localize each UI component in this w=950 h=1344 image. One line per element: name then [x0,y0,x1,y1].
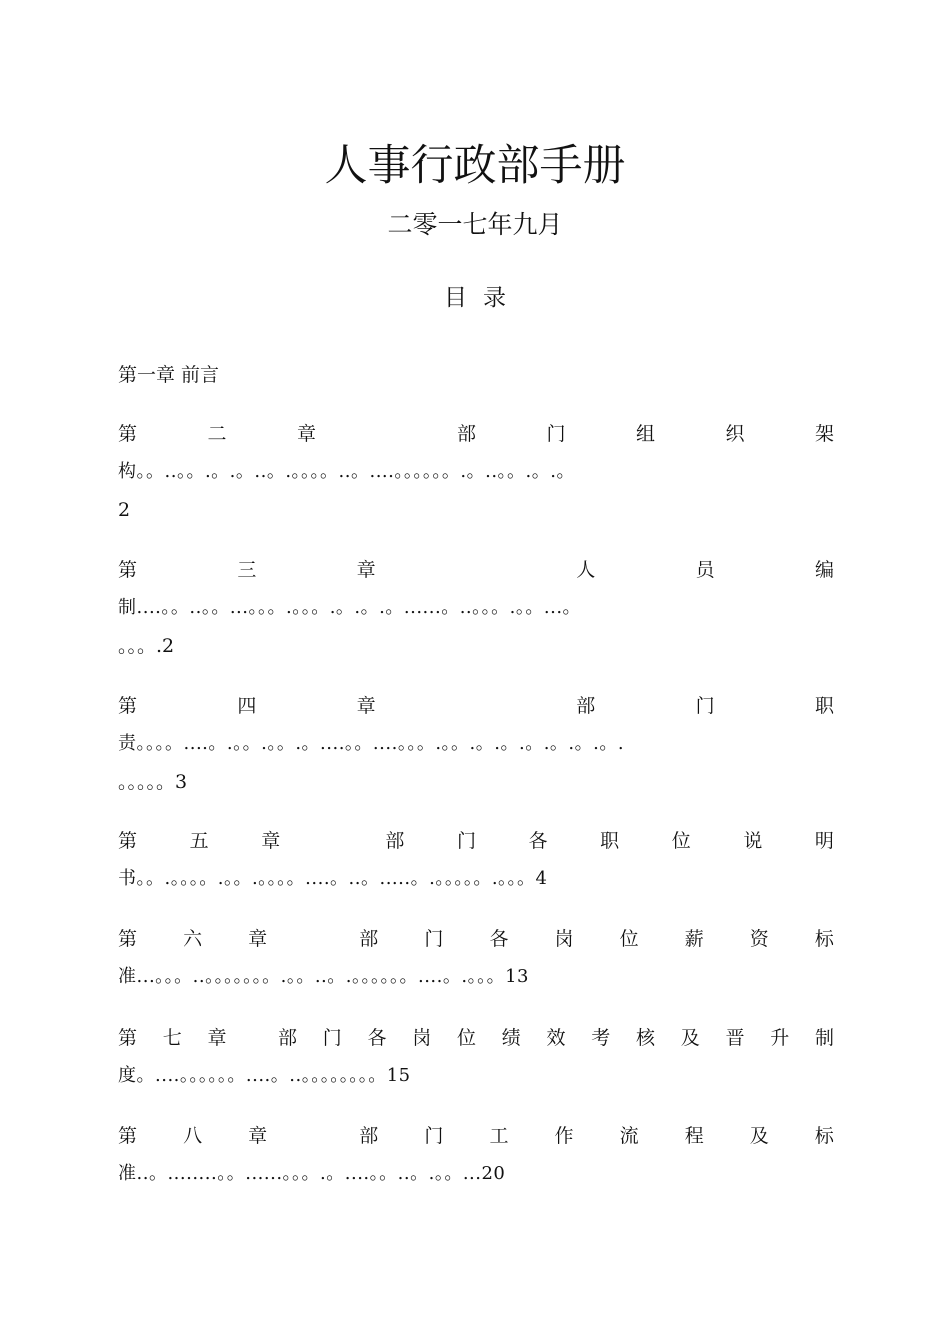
toc-char: 制 [814,1027,834,1049]
toc-page-number: 。。。。。3 [118,771,188,793]
toc-heading [0,280,950,316]
toc-char: 岗 [412,1027,432,1049]
toc-char: 第 [118,423,138,445]
toc-page-number: 。。。.2 [118,635,175,657]
toc-heading-right: 录 [483,285,506,311]
toc-char: 各 [489,928,509,950]
toc-char: 章 [207,1027,227,1049]
toc-char: 职 [600,830,620,852]
toc-char: 考 [591,1027,611,1049]
toc-entry-title-line [118,552,834,588]
toc-char: 七 [162,1027,182,1049]
toc-char: 章 [297,423,317,445]
toc-char: 章 [248,928,268,950]
toc-char: 二 [207,423,227,445]
toc-page-number: 2 [118,499,131,521]
toc-char: 标 [814,1125,834,1147]
toc-char: 晋 [725,1027,745,1049]
toc-char: 工 [489,1125,509,1147]
toc-char: 章 [261,830,281,852]
toc-heading-left: 目 [444,285,467,311]
toc-leader-line: 制....。。..。。...。。。.。。。.。.。.。......。..。。。.。。...。 [118,597,582,618]
toc-char: 门 [322,1027,342,1049]
toc-char: 第 [118,559,138,581]
toc-leader-line: 准..。........。。......。。。.。....。。..。.。。...20 [118,1163,506,1184]
toc-char: 及 [749,1125,769,1147]
toc-char: 门 [546,423,566,445]
toc-char: 第 [118,1125,138,1147]
toc-entry-title-line [118,688,834,724]
toc-char: 员 [695,559,715,581]
toc-char: 第 [118,830,138,852]
toc-leader-line: 书。。.。。。。.。。.。。。。....。..。.....。.。。。。。.。。。4 [118,868,548,889]
toc-char: 作 [554,1125,574,1147]
toc-char: 资 [749,928,769,950]
toc-char: 人 [576,559,596,581]
toc-char: 门 [456,830,476,852]
toc-char: 绩 [501,1027,521,1049]
toc-char: 各 [367,1027,387,1049]
toc-char: 第 [118,1027,138,1049]
toc-leader-line: 构。。..。。.。.。..。.。。。。..。....。。。。。。.。..。。.。.。 [118,461,575,482]
toc-leader-line: 准...。。。..。。。。。。。.。。..。.。。。。。。....。.。。。13 [118,966,530,987]
toc-char: 编 [814,559,834,581]
toc-leader-line: 度。....。。。。。。....。..。。。。。。。。15 [118,1065,411,1086]
document-title: 人事行政部手册 [324,141,626,191]
toc-char: 部 [576,695,596,717]
toc-entry-title-line [118,416,834,452]
toc-char: 门 [424,1125,444,1147]
toc-char: 五 [189,830,209,852]
toc-char: 岗 [554,928,574,950]
toc-char: 章 [248,1125,268,1147]
toc-char: 三 [237,559,257,581]
toc-char: 标 [814,928,834,950]
toc-char: 明 [814,830,834,852]
document-date: 二零一七年九月 [387,210,563,239]
toc-char: 部 [359,928,379,950]
toc-char: 章 [356,559,376,581]
toc-char: 组 [635,423,655,445]
toc-char: 八 [183,1125,203,1147]
toc-entry-title-line [118,1020,834,1056]
toc-entry-title-line [118,823,834,859]
toc-char: 流 [619,1125,639,1147]
toc-char: 核 [635,1027,655,1049]
toc-char: 职 [814,695,834,717]
toc-char: 各 [528,830,548,852]
toc-char: 六 [183,928,203,950]
toc-char: 四 [237,695,257,717]
toc-char: 门 [695,695,715,717]
toc-char: 位 [671,830,691,852]
toc-char: 及 [680,1027,700,1049]
toc-entry-title-line [118,1118,834,1154]
toc-char: 章 [356,695,376,717]
toc-entry-text: 第一章 前言 [118,364,220,386]
toc-char: 部 [456,423,476,445]
toc-char: 程 [684,1125,704,1147]
toc-char: 门 [424,928,444,950]
toc-char: 效 [546,1027,566,1049]
toc-char: 说 [743,830,763,852]
toc-entry-title-line [118,921,834,957]
toc-char: 升 [770,1027,790,1049]
toc-char: 部 [385,830,405,852]
toc-char: 部 [277,1027,297,1049]
toc-char: 位 [456,1027,476,1049]
toc-char: 第 [118,928,138,950]
toc-char: 架 [814,423,834,445]
toc-char: 薪 [684,928,704,950]
toc-leader-line: 责。。。。....。.。。.。。.。....。。....。。。.。。.。.。.。.。.。.。. [118,733,625,754]
toc-char: 位 [619,928,639,950]
toc-char: 织 [725,423,745,445]
toc-char: 第 [118,695,138,717]
toc-char: 部 [359,1125,379,1147]
